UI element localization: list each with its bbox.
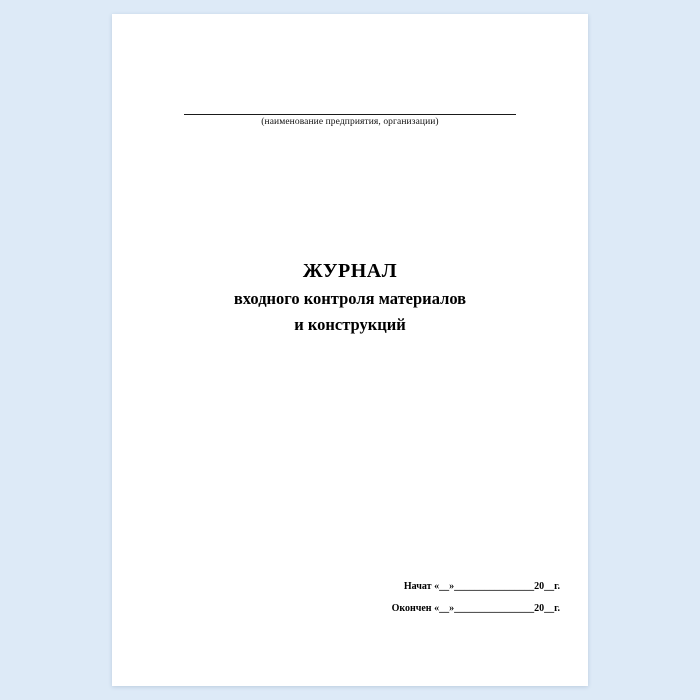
document-page bbox=[112, 14, 588, 686]
journal-start-date-line[interactable]: Начат «__»________________20__г. bbox=[403, 581, 560, 592]
journal-dates-block bbox=[392, 581, 560, 614]
journal-end-date-line[interactable]: Окончен «__»________________20__г. bbox=[391, 603, 560, 614]
organization-name-block bbox=[184, 100, 516, 127]
page-subtitle-line-2: и конструкций bbox=[294, 314, 406, 334]
organization-name-field[interactable] bbox=[184, 100, 516, 115]
page-subtitle-line-1: входного контроля материалов bbox=[233, 289, 467, 308]
page-title: ЖУРНАЛ bbox=[302, 260, 398, 282]
document-title-block bbox=[152, 259, 548, 336]
organization-name-caption: (наименование предприятия, организации) bbox=[261, 117, 439, 127]
